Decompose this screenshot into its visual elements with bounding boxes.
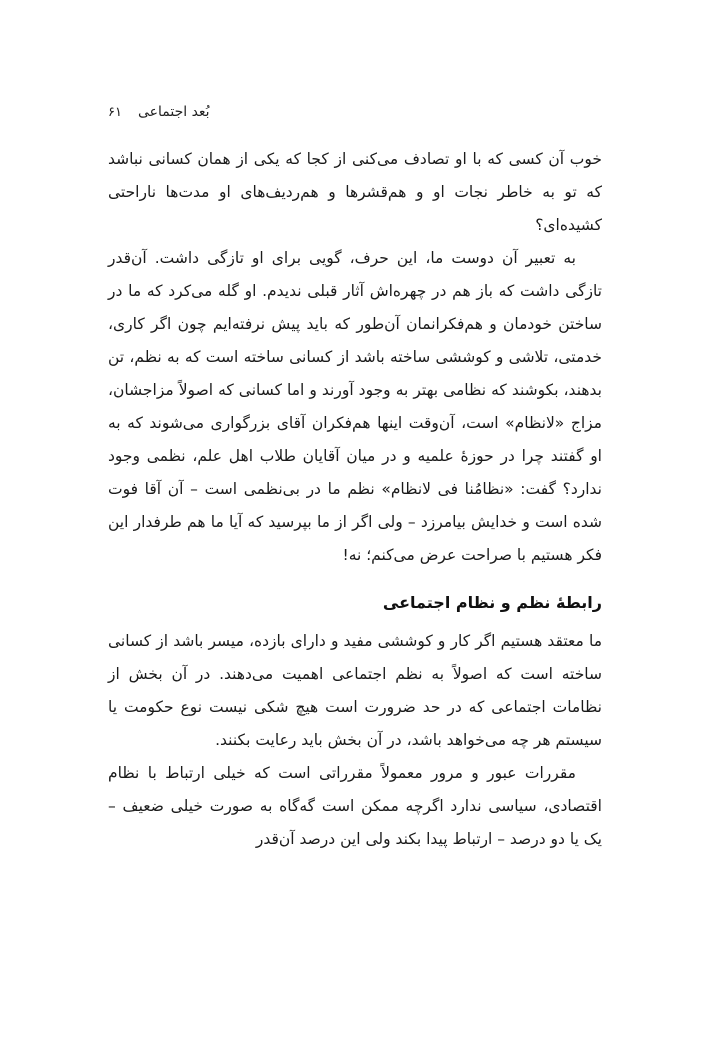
running-title: بُعد اجتماعی xyxy=(137,104,210,120)
paragraph-3: ما معتقد هستیم اگر کار و کوششی مفید و دارای بازده، میسر باشد از کسانی ساخته است که اصولاً به نظم اجتماعی اهمیت می‌دهند. در آن بخش از نظامات اجتماعی که در حد ضرورت است هیچ شکی نیست نوع حکومت یا سیستم هر چه می‌خواهد باشد، در آن بخش باید رعایت بکنند. xyxy=(108,632,602,749)
page-header xyxy=(108,104,602,120)
paragraph-1: خوب آن کسی که با او تصادف می‌کنی از کجا که یکی از همان کسانی نباشد که تو به خاطر نجات او و هم‌قشرها و هم‌ردیف‌های او مدت‌ها ناراحتی کشیده‌ای؟ xyxy=(108,150,602,234)
text-block xyxy=(108,104,602,856)
body-text xyxy=(108,143,602,856)
section-heading: رابطهٔ نظم و نظام اجتماعی xyxy=(382,593,602,612)
paragraph-2: به تعبیر آن دوست ما، این حرف، گویی برای او تازگی داشت. آن‌قدر تازگی داشت که باز هم در چهره‌اش آثار قبلی ندیدم. او گله می‌کرد که ما در ساختن خودمان و هم‌فکرانمان آن‌طور که باید پیش نرفته‌ایم چون اگر کاری، خدمتی، تلاشی و کوششی ساخته باشد از کسانی ساخته است که به نظم، تن بدهند، بکوشند که نظامی بهتر به وجود آورند و اما کسانی که اصولاً مزاجشان، مزاج «لانظام» است، آن‌وقت اینها هم‌فکران آقای بزرگواری می‌شوند که به او گفتند چرا در حوزهٔ علمیه و در میان آقایان طلاب اهل علم، نظمی وجود ندارد؟ گفت: «نظامُنا فی لانظام» نظم ما در بی‌نظمی است – آن آقا فوت شده است و خدایش بیامرزد – ولی اگر از ما بپرسید که آیا ما هم طرفدار این فکر هستیم با صراحت عرض می‌کنم؛ نه! xyxy=(108,249,602,564)
page-number: ۶۱ xyxy=(108,105,122,120)
paragraph-4: مقررات عبور و مرور معمولاً مقرراتی است که خیلی ارتباط با نظام اقتصادی، سیاسی ندارد اگرچه ممکن است گه‌گاه به صورت خیلی ضعیف – یک یا دو درصد – ارتباط پیدا بکند ولی این درصد آن‌قدر xyxy=(108,764,602,848)
